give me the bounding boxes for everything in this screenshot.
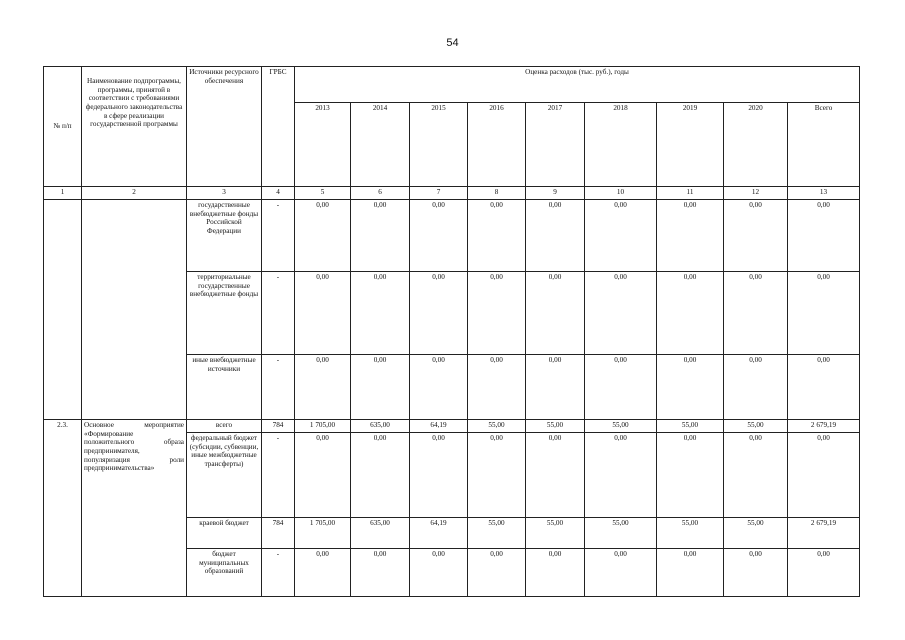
value-cell: 0,00 [351,549,410,597]
column-index: 6 [351,187,410,200]
value-cell: 0,00 [295,355,351,420]
column-index: 13 [788,187,860,200]
header-col-grbs: ГРБС [262,67,295,187]
source-cell: бюджет муниципальных образований [187,549,262,597]
column-index: 2 [82,187,187,200]
total-cell: 0,00 [788,200,860,272]
value-cell: 0,00 [585,433,657,518]
budget-table [43,66,860,597]
total-cell: 0,00 [788,549,860,597]
column-index: 3 [187,187,262,200]
row-number: 2.3. [44,420,82,597]
header-year: 2019 [657,103,724,187]
header-year: 2017 [526,103,585,187]
grbs-cell: - [262,355,295,420]
value-cell: 0,00 [468,433,526,518]
table-row [44,420,860,433]
value-cell: 0,00 [724,433,788,518]
grbs-cell: 784 [262,518,295,549]
source-cell: иные внебюджетные источники [187,355,262,420]
column-index: 10 [585,187,657,200]
value-cell: 55,00 [526,518,585,549]
column-index: 4 [262,187,295,200]
value-cell: 0,00 [585,549,657,597]
header-col-estimate: Оценка расходов (тыс. руб.), годы [295,67,860,103]
header-col-sources: Источники ресурсного обеспечения [187,67,262,187]
value-cell: 0,00 [468,549,526,597]
row-name-empty [82,200,187,420]
header-year: 2014 [351,103,410,187]
header-row-1 [44,67,860,103]
column-index: 12 [724,187,788,200]
total-cell: 0,00 [788,433,860,518]
value-cell: 1 705,00 [295,518,351,549]
header-year: 2020 [724,103,788,187]
value-cell: 0,00 [526,200,585,272]
total-cell: 0,00 [788,355,860,420]
value-cell: 0,00 [410,549,468,597]
value-cell: 635,00 [351,518,410,549]
value-cell: 55,00 [585,420,657,433]
value-cell: 0,00 [724,355,788,420]
value-cell: 0,00 [295,549,351,597]
value-cell: 0,00 [724,549,788,597]
header-total: Всего [788,103,860,187]
value-cell: 55,00 [526,420,585,433]
header-year: 2018 [585,103,657,187]
header-col-no: № п/п [44,67,82,187]
row-number-empty [44,200,82,420]
value-cell: 55,00 [657,420,724,433]
value-cell: 64,19 [410,420,468,433]
value-cell: 0,00 [295,433,351,518]
page-number: 54 [446,37,459,49]
column-index: 7 [410,187,468,200]
value-cell: 0,00 [468,355,526,420]
value-cell: 55,00 [724,518,788,549]
value-cell: 0,00 [526,549,585,597]
header-col-name: Наименование подпрограммы, программы, принятой в соответствии с требованиями федерального законодательства в сфере реализации государственной программы [82,67,187,187]
grbs-cell: - [262,433,295,518]
value-cell: 0,00 [526,272,585,355]
value-cell: 0,00 [351,355,410,420]
source-cell: территориальные государственные внебюджетные фонды [187,272,262,355]
column-index: 1 [44,187,82,200]
source-cell: федеральный бюджет (субсидии, субвенции, иные межбюджетные трансферты) [187,433,262,518]
value-cell: 55,00 [468,518,526,549]
column-index: 8 [468,187,526,200]
value-cell: 0,00 [295,200,351,272]
value-cell: 0,00 [295,272,351,355]
grbs-cell: - [262,200,295,272]
value-cell: 0,00 [724,200,788,272]
value-cell: 0,00 [526,355,585,420]
value-cell: 0,00 [351,200,410,272]
total-cell: 2 679,19 [788,518,860,549]
value-cell: 0,00 [657,433,724,518]
header-year: 2015 [410,103,468,187]
value-cell: 0,00 [585,355,657,420]
value-cell: 0,00 [657,355,724,420]
value-cell: 0,00 [724,272,788,355]
header-year: 2013 [295,103,351,187]
value-cell: 0,00 [585,272,657,355]
column-index: 11 [657,187,724,200]
source-cell: краевой бюджет [187,518,262,549]
source-cell: государственные внебюджетные фонды Российской Федерации [187,200,262,272]
value-cell: 0,00 [468,272,526,355]
value-cell: 0,00 [585,200,657,272]
table-row [44,200,860,272]
value-cell: 0,00 [410,272,468,355]
value-cell: 0,00 [351,433,410,518]
value-cell: 1 705,00 [295,420,351,433]
value-cell: 0,00 [468,200,526,272]
value-cell: 55,00 [724,420,788,433]
total-cell: 0,00 [788,272,860,355]
activity-name: Основное мероприятие «Формирование положительного образа предпринимателя, популяризация роли предпринимательства» [82,420,187,597]
grbs-cell: - [262,549,295,597]
value-cell: 0,00 [657,272,724,355]
value-cell: 55,00 [468,420,526,433]
column-index-row [44,187,860,200]
value-cell: 0,00 [410,200,468,272]
value-cell: 0,00 [526,433,585,518]
value-cell: 0,00 [657,200,724,272]
grbs-cell: - [262,272,295,355]
value-cell: 0,00 [410,433,468,518]
header-year: 2016 [468,103,526,187]
value-cell: 0,00 [351,272,410,355]
value-cell: 55,00 [657,518,724,549]
total-cell: 2 679,19 [788,420,860,433]
column-index: 5 [295,187,351,200]
grbs-cell: 784 [262,420,295,433]
value-cell: 635,00 [351,420,410,433]
value-cell: 0,00 [657,549,724,597]
source-cell: всего [187,420,262,433]
value-cell: 0,00 [410,355,468,420]
value-cell: 64,19 [410,518,468,549]
column-index: 9 [526,187,585,200]
value-cell: 55,00 [585,518,657,549]
